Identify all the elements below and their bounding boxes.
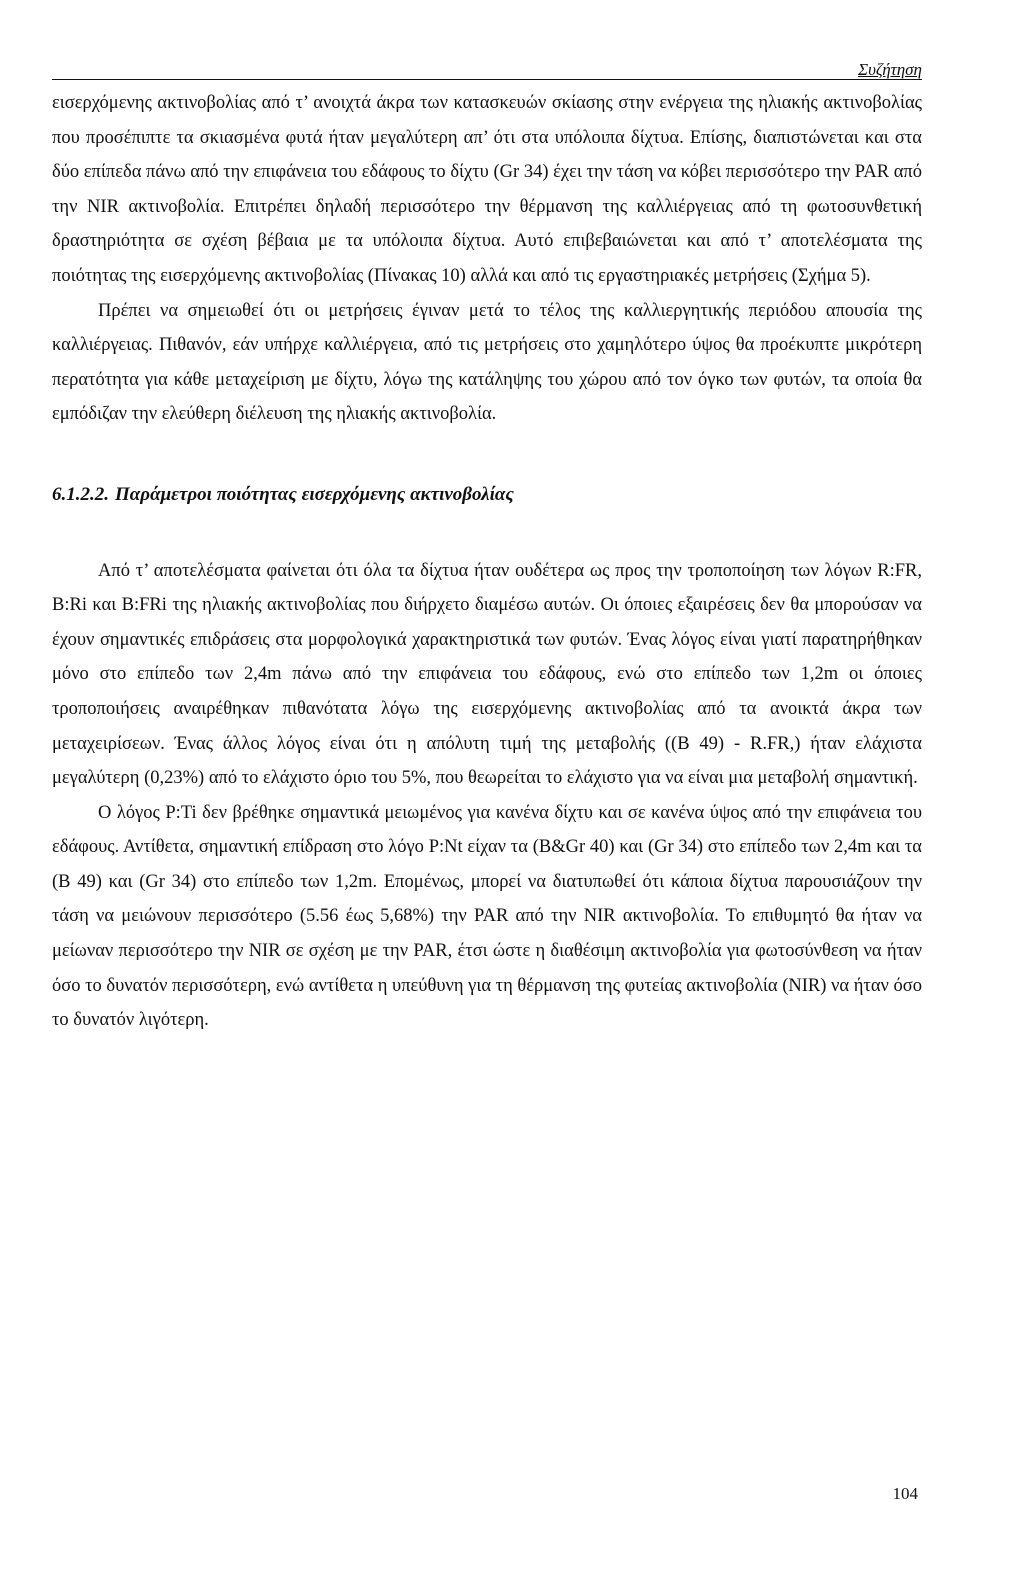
paragraph-3: Από τ’ αποτελέσματα φαίνεται ότι όλα τα δίχτυα ήταν ουδέτερα ως προς την τροποποίηση των λόγων R:FR, B:Ri και B:FRi της ηλιακής ακτινοβολίας που διήρχετο διαμέσω αυτών. Οι όποιες εξαιρέσεις δεν θα μπορούσαν να έχουν σημαντικές επιδράσεις στα μορφολογικά χαρακτηριστικά των φυτών. Ένας λόγος είναι γιατί παρατηρήθηκαν μόνο στο επίπεδο των 2,4m πάνω από την επιφάνεια του εδάφους, ενώ στο επίπεδο των 1,2m οι όποιες τροποποιήσεις αναιρέθηκαν πιθανότατα λόγω της εισερχόμενης ακτινοβολίας από τα ανοικτά άκρα των μεταχειρίσεων. Ένας άλλος λόγος είναι ότι η απόλυτη τιμή της μεταβολής ((B 49) - R.FR,) ήταν ελάχιστα μεγαλύτερη (0,23%) από το ελάχιστο όριο του 5%, που θεωρείται το ελάχιστο για να είναι μια μεταβολή σημαντική.	[52, 560, 922, 789]
running-header-title: Συζήτηση	[857, 60, 922, 79]
body-text	[52, 86, 922, 1038]
section-heading	[52, 478, 922, 513]
page-number: 104	[892, 1484, 918, 1503]
paragraph-2: Πρέπει να σημειωθεί ότι οι μετρήσεις έγιναν μετά το τέλος της καλλιεργητικής περιόδου απουσία της καλλιέργειας. Πιθανόν, εάν υπήρχε καλλιέργεια, από τις μετρήσεις στο χαμηλότερο ύψος θα προέκυπτε μικρότερη περατότητα για κάθε μεταχείριση με δίχτυ, λόγω της κατάληψης του χώρου από τον όγκο των φυτών, τα οποία θα εμπόδιζαν την ελεύθερη διέλευση της ηλιακής ακτινοβολία.	[52, 300, 922, 425]
header-rule	[52, 79, 922, 80]
section-number: 6.1.2.2.	[52, 483, 109, 505]
paragraph-4: Ο λόγος P:Ti δεν βρέθηκε σημαντικά μειωμένος για κανένα δίχτυ και σε κανένα ύψος από την επιφάνεια του εδάφους. Αντίθετα, σημαντική επίδραση στο λόγο P:Nt είχαν τα (B&Gr 40) και (Gr 34) στο επίπεδο των 2,4m και τα (B 49) και (Gr 34) στο επίπεδο των 1,2m. Επομένως, μπορεί να διατυπωθεί ότι κάποια δίχτυα παρουσιάζουν την τάση να μειώνουν περισσότερο (5.56 έως 5,68%) την PAR από την NIR ακτινοβολία. Το επιθυμητό θα ήταν να μείωναν περισσότερο την NIR σε σχέση με την PAR, έτσι ώστε η διαθέσιμη ακτινοβολία για φωτοσύνθεση να ήταν όσο το δυνατόν περισσότερη, ενώ αντίθετα η υπεύθυνη για τη θέρμανση της φυτείας ακτινοβολία (NIR) να ήταν όσο το δυνατόν λιγότερη.	[52, 802, 922, 1031]
paragraph-1: εισερχόμενης ακτινοβολίας από τ’ ανοιχτά άκρα των κατασκευών σκίασης στην ενέργεια της ηλιακής ακτινοβολίας που προσέπιπτε τα σκιασμένα φυτά ήταν μεγαλύτερη απ’ ότι στα υπόλοιπα δίχτυα. Επίσης, διαπιστώνεται και στα δύο επίπεδα πάνω από την επιφάνεια του εδάφους το δίχτυ (Gr 34) έχει την τάση να κόβει περισσότερο την PAR από την NIR ακτινοβολία. Επιτρέπει δηλαδή περισσότερο την θέρμανση της καλλιέργειας από τη φωτοσυνθετική δραστηριότητα σε σχέση βέβαια με τα υπόλοιπα δίχτυα. Αυτό επιβεβαιώνεται και από τ’ αποτελέσματα της ποιότητας της εισερχόμενης ακτινοβολίας (Πίνακας 10) αλλά και από τις εργαστηριακές μετρήσεις (Σχήμα 5).	[52, 93, 922, 286]
section-title: Παράμετροι ποιότητας εισερχόμενης ακτινοβολίας	[115, 483, 514, 505]
